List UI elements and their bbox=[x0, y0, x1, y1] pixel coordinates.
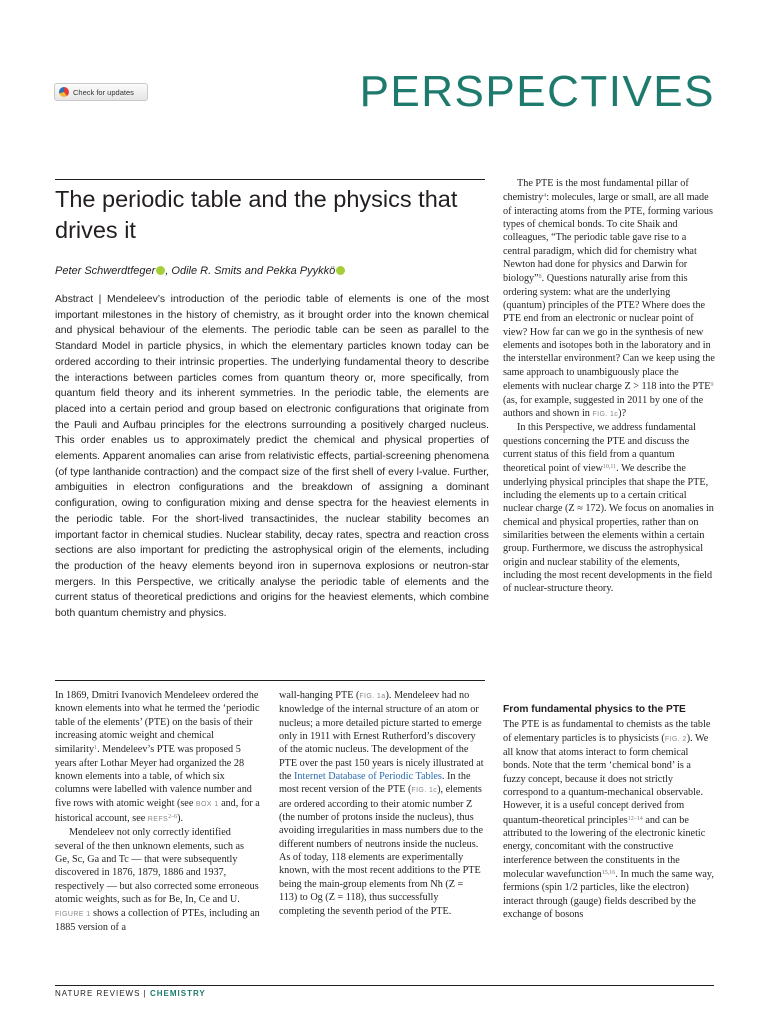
title-top-rule bbox=[55, 179, 485, 180]
paragraph: Mendeleev not only correctly identified several of the then unknown elements, such as Ge, Sc, Ga and Tc — that were subsequently discovered in 1876, 1879, 1886 and 1937, respectively — but also corrected some erroneous atomic weights, such as for Be, In, Ce and U. FIGURE 1 shows a collection of PTEs, including an 1885 version of a bbox=[55, 827, 260, 933]
body-column-2 bbox=[279, 689, 484, 918]
author-list bbox=[55, 265, 485, 277]
journal-subject: CHEMISTRY bbox=[149, 989, 206, 998]
paragraph: wall-hanging PTE (FIG. 1a). Mendeleev had no knowledge of the internal structure of an atom or nucleus; a more detailed picture started to emerge only in 1911 with Ernest Rutherford’s discovery of the atomic nucleus. The development of the PTE over the past 150 years is nicely illustrated at the Internet Database of Periodic Tables. In the most recent version of the PTE (FIG. 1c), elements are ordered according to their atomic number Z (the number of protons inside the nucleus), thus avoiding irregularities in mass numbers due to the different numbers of neutrons inside the nucleus. As of today, 118 elements are experimentally known, with the most recent additions to the PTE being the main-group elements from Nh (Z = 113) to Og (Z = 118), thus successfully completing the seventh period of the PTE. bbox=[279, 690, 484, 917]
internet-database-link[interactable]: Internet Database of Periodic Tables bbox=[294, 771, 442, 783]
figure-reference-link[interactable]: FIG. 1a bbox=[359, 693, 386, 700]
author-name: Peter Schwerdtfeger bbox=[55, 265, 156, 277]
orcid-icon[interactable] bbox=[156, 266, 165, 275]
reference-link[interactable]: 9 bbox=[710, 382, 714, 389]
section-heading: From fundamental physics to the PTE bbox=[503, 704, 686, 715]
figure-reference-link[interactable]: FIG. 1c bbox=[592, 410, 619, 418]
article-title: The periodic table and the physics that drives it bbox=[55, 186, 458, 243]
abstract bbox=[55, 292, 489, 622]
orcid-icon[interactable] bbox=[336, 266, 345, 275]
reference-link[interactable]: 2–6 bbox=[168, 814, 178, 821]
body-column-1 bbox=[55, 689, 260, 934]
check-for-updates-button[interactable] bbox=[54, 83, 148, 101]
paragraph: The PTE is as fundamental to chemists as the table of elementary particles is to physicists (FIG. 2). We all know that atoms interact to form chemical bonds. Note that the term ‘chemical bond’ is a fuzzy concept, because it does not strictly correspond to a quantum-mechanical observable. However, it is a useful concept derived from quantum-theoretical principles$^{12-14}$ and can be attributed to the lowering of the electronic kinetic energy, concomitant with the constructive interference between the constituents in the molecular wavefunction$^{15,16}$. In much the same way, fermions (spin 1/2 particles, like the electron) interact through (gauge) fields described by the exchange of bosons bbox=[503, 719, 714, 921]
author-names-rest: , Odile R. Smits and Pekka Pyykkö bbox=[165, 265, 336, 277]
body-column-3 bbox=[503, 177, 715, 596]
section-title: PERSPECTIVES bbox=[359, 67, 715, 116]
box-reference-link[interactable]: BOX 1 bbox=[195, 800, 219, 808]
reference-link[interactable]: 4 bbox=[543, 193, 547, 200]
refs-label: REFS bbox=[147, 816, 169, 824]
reference-link[interactable]: 15,16 bbox=[601, 870, 616, 877]
figure-reference-link[interactable]: FIG. 2 bbox=[664, 735, 687, 743]
reference-link[interactable]: 8 bbox=[538, 274, 542, 281]
reference-link[interactable]: 10,11 bbox=[602, 464, 617, 471]
footer-rule bbox=[55, 985, 714, 986]
journal-name: NATURE REVIEWS bbox=[55, 989, 141, 998]
body-column-3-section bbox=[503, 703, 715, 922]
paragraph: In 1869, Dmitri Ivanovich Mendeleev ordered the known elements into what he termed the ‘periodic table of the elements’ (PTE) on the basis of their increasing atomic weight and chemical similarity$^1$. Mendeleev’s PTE was proposed 5 years after Lothar Meyer had organized the 28 known elements into a table, of which six columns were labelled with valence number and five rows with atomic weight (see BOX 1 and, for a historical account, see REFS$^{2-6}$). bbox=[55, 690, 260, 825]
abstract-text: Mendeleev’s introduction of the periodic table of elements is one of the most important milestones in the history of chemistry, as it brought order into the known chemical and physical behaviour of the elements. The periodic table can be seen as parallel to the Standard Model in particle physics, in which the elementary particles known today can be ordered according to their intrinsic properties. The underlying fundamental theory to describe the interactions between particles comes from quantum theory or, more specifically, from quantum field theory and its inherent symmetries. In the periodic table, the elements are placed into a certain period and group based on electronic configurations that originate from the Pauli and Aufbau principles for the electrons surrounding a positively charged nucleus. This order enables us to approximately predict the chemical and physical properties of elements. Apparent anomalies can arise from relativistic effects, partial-screening phenomena (of type lanthanide contraction) and the compact size of the first shell of every l-value. Further, ambiguities in electron configurations and the breakdown of assigning a dominant configuration, owing to configuration mixing and dense spectra for the heaviest elements in the periodic table. For the short-lived transactinides, the nuclear stability becomes an important factor in chemical studies. Nuclear stability, decay rates, spectra and reaction cross sections are also important for predicting the astrophysical origin of the elements, including the production of the heavy elements beyond iron in supernova explosions or neutron-star mergers. In this Perspective, we critically analyse the periodic table of elements and the current status of theoretical predictions and origins for the heaviest elements, which combine both quantum chemistry and physics. bbox=[55, 294, 489, 620]
body-top-rule bbox=[55, 680, 485, 681]
paragraph: The PTE is the most fundamental pillar of chemistry$^4$: molecules, large or small, are all made of interacting atoms from the PTE, forming various types of chemical bonds. To cite Shaik and colleagues, “The periodic table gave rise to a central paradigm, which did for chemistry what Newton had done for physics and Darwin for biology”$^8$. Questions naturally arise from this ordering system: what are the underlying (quantum) principles of the PTE? Where does the PTE end from an electronic or nuclear point of view? How far can we go in the synthesis of new elements and isotopes both in the laboratory and in the interstellar environment? Can we keep using the same approach to unambiguously place the elements with nuclear charge Z > 118 into the PTE$^9$ (as, for example, suggested in 2011 by one of the authors and shown in FIG. 1c)? bbox=[503, 178, 715, 419]
crossmark-icon bbox=[59, 87, 69, 97]
journal-footer bbox=[55, 989, 206, 998]
figure-reference-link[interactable]: FIG. 1c bbox=[411, 787, 438, 795]
figure-reference-link[interactable]: FIGURE 1 bbox=[55, 910, 91, 918]
check-for-updates-label: Check for updates bbox=[73, 87, 134, 97]
reference-link[interactable]: 1 bbox=[94, 745, 98, 752]
reference-link[interactable]: 12–14 bbox=[627, 815, 643, 822]
paragraph: In this Perspective, we address fundamental questions concerning the PTE and discuss the current status of this field from a quantum theoretical point of view$^{10,11}$. We describe the underlying physical principles that shape the PTE, including the elements up to a certain critical nuclear charge (Z ≈ 172). We focus on anomalies in chemical and physical properties, rather than on similarities between the elements within a certain group. Furthermore, we discuss the astrophysical origin and nuclear stability of the elements, including the most recent developments in the field of nuclear-structure theory. bbox=[503, 422, 714, 595]
footer-separator: | bbox=[140, 989, 150, 998]
abstract-label: Abstract | bbox=[55, 294, 107, 305]
